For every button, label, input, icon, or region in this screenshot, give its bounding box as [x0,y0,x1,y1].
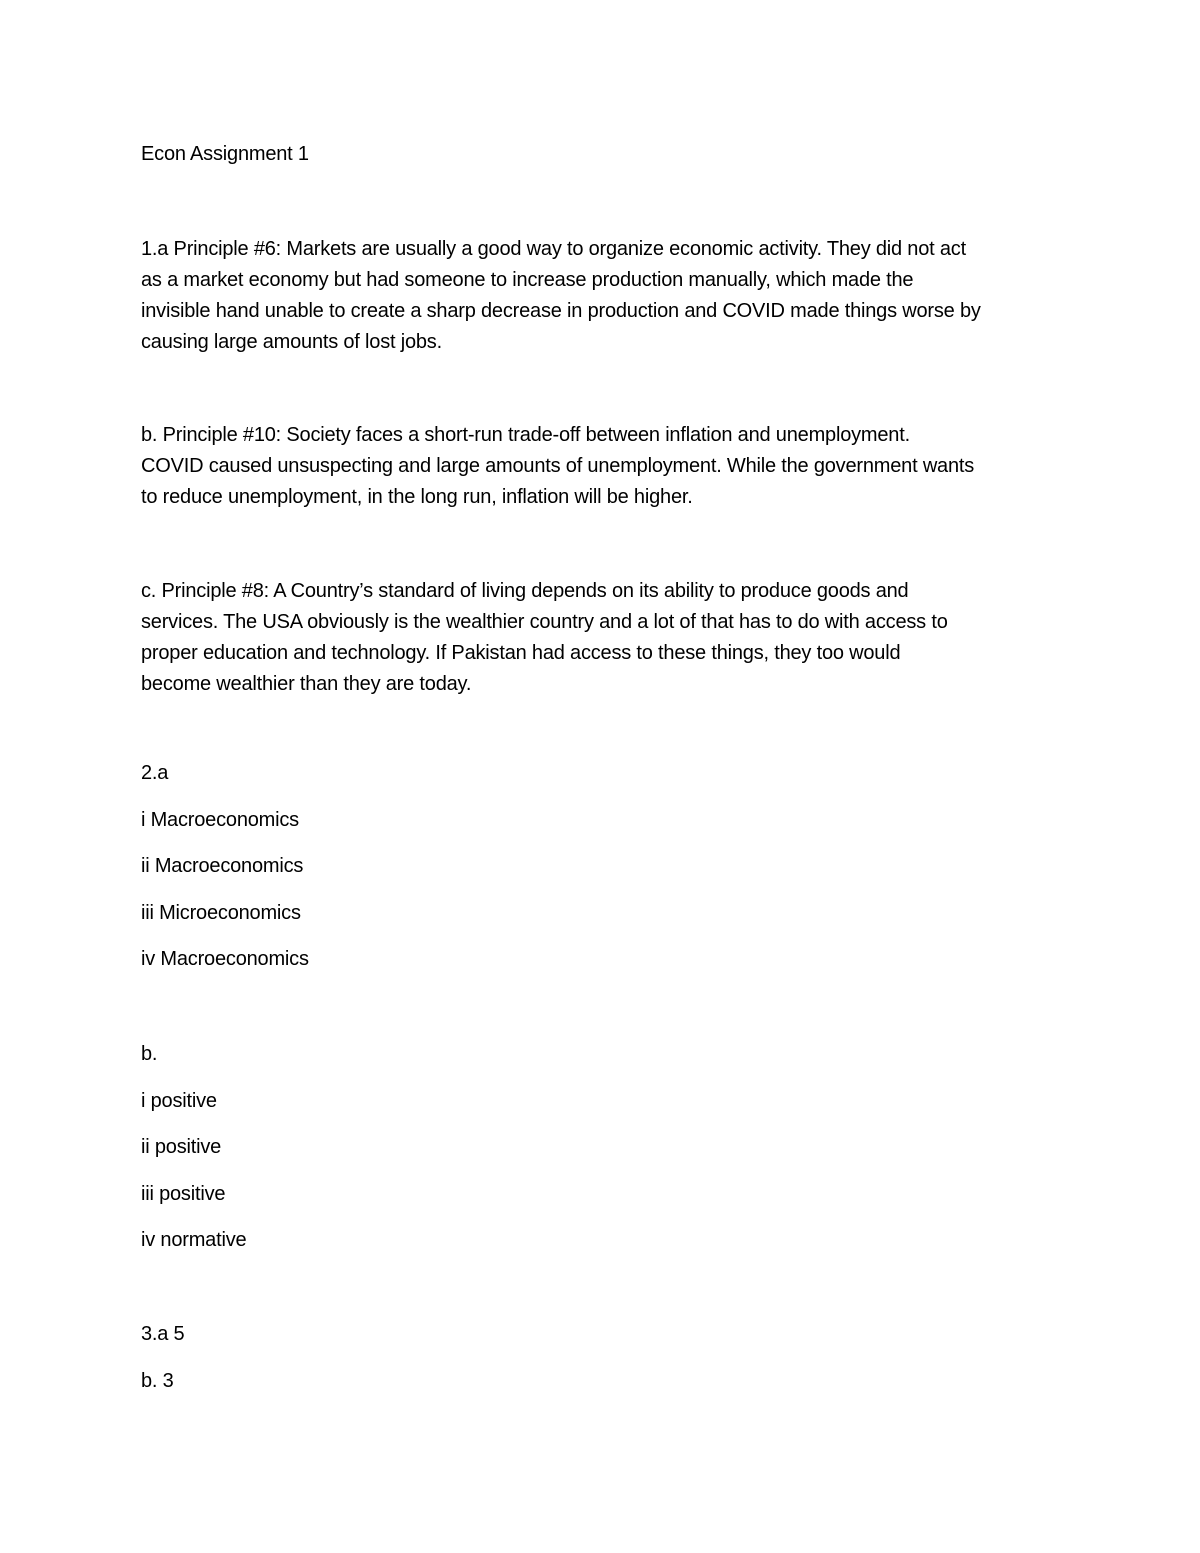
answer-1b-line: b. Principle #10: Society faces a short-run trade-off between inflation and unemployment. [141,424,910,446]
answer-1c-line: services. The USA obviously is the wealthier country and a lot of that has to do with access to [141,611,948,633]
answer-3b: b. 3 [141,1370,174,1392]
answer-2a-item: iii Microeconomics [141,902,301,924]
answer-2a-item: ii Macroeconomics [141,855,304,877]
answer-1c-line: become wealthier than they are today. [141,673,472,695]
document-page [141,0,1071,1553]
answer-2b-label: b. [141,1043,158,1065]
answer-2b-item: iii positive [141,1183,226,1205]
answer-1a-line: causing large amounts of lost jobs. [141,331,442,353]
answer-2b-item: i positive [141,1090,217,1112]
answer-2a-item: i Macroeconomics [141,809,299,831]
answer-2b-item: ii positive [141,1136,222,1158]
answer-1a-line: as a market economy but had someone to increase production manually, which made the [141,269,914,291]
answer-1a-line: 1.a Principle #6: Markets are usually a good way to organize economic activity. They did not act [141,238,966,260]
answer-1c-line: proper education and technology. If Pakistan had access to these things, they too would [141,642,901,664]
answer-3a: 3.a 5 [141,1323,185,1345]
answer-1b-line: COVID caused unsuspecting and large amounts of unemployment. While the government wants [141,455,975,477]
answer-2b-item: iv normative [141,1229,247,1251]
answer-1c-line: c. Principle #8: A Country’s standard of living depends on its ability to produce goods and [141,580,909,602]
answer-1b-line: to reduce unemployment, in the long run, inflation will be higher. [141,486,693,508]
answer-2a-item: iv Macroeconomics [141,948,309,970]
document-title: Econ Assignment 1 [141,143,309,165]
answer-2a-label: 2.a [141,762,169,784]
answer-1a [141,234,1071,358]
answer-1a-line: invisible hand unable to create a sharp decrease in production and COVID made things worse by [141,300,981,322]
answer-1c [141,576,1071,700]
answer-1b [141,420,1071,513]
